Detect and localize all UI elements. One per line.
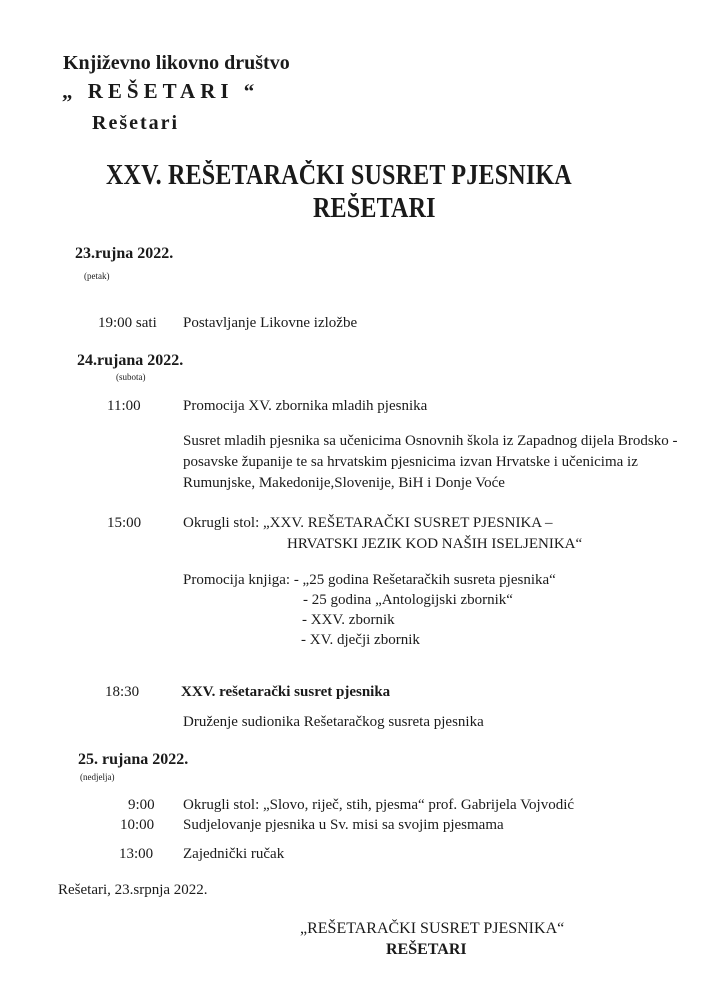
day-weekday: (subota) xyxy=(116,372,146,382)
org-place: Rešetari xyxy=(92,112,180,134)
event-time: 19:00 sati xyxy=(98,315,157,331)
event-detail: Susret mladih pjesnika sa učenicima Osnovnih škola iz Zapadnog dijela Brodsko - posavske županije te sa hrvatskim pjesnicima izvan Hrvatske i učenicima iz Rumunjske, Makedonije,Slovenije, BiH i Donje Voće xyxy=(183,433,678,491)
event-time: 18:30 xyxy=(105,684,140,700)
event-text: Okrugli stol: „XXV. REŠETARAČKI SUSRET PJESNIKA – xyxy=(183,515,553,531)
event-text: Sudjelovanje pjesnika u Sv. misi sa svojim pjesmama xyxy=(183,817,504,833)
event-text: Okrugli stol: „Slovo, riječ, stih, pjesma“ prof. Gabrijela Vojvodić xyxy=(183,797,575,813)
day-date: 25. rujana 2022. xyxy=(78,751,189,768)
event-time: 10:00 xyxy=(120,817,155,833)
place-and-date: Rešetari, 23.srpnja 2022. xyxy=(58,882,208,898)
page-title-place: REŠETARI xyxy=(313,193,436,224)
signature-place: REŠETARI xyxy=(386,941,467,958)
event-time: 9:00 xyxy=(128,797,155,813)
day-date: 23.rujna 2022. xyxy=(75,245,174,262)
book-promo-item: - 25 godina „Antologijski zbornik“ xyxy=(303,592,513,608)
event-text-continued: HRVATSKI JEZIK KOD NAŠIH ISELJENIKA“ xyxy=(287,536,583,552)
day-date: 24.rujana 2022. xyxy=(77,352,184,369)
book-promo-label: Promocija knjiga: - „25 godina Rešetaračkih susreta pjesnika“ xyxy=(183,572,556,588)
day-weekday: (petak) xyxy=(84,271,110,281)
org-name-quoted: „ REŠETARI “ xyxy=(62,79,260,103)
page-title: XXV. REŠETARAČKI SUSRET PJESNIKA xyxy=(106,160,572,191)
event-text: XXV. rešetarački susret pjesnika xyxy=(181,684,391,700)
event-text: Postavljanje Likovne izložbe xyxy=(183,315,358,331)
event-time: 13:00 xyxy=(119,846,154,862)
event-time: 11:00 xyxy=(107,398,141,414)
signature-organization: „REŠETARAČKI SUSRET PJESNIKA“ xyxy=(300,920,565,937)
event-text: Zajednički ručak xyxy=(183,846,285,862)
event-time: 15:00 xyxy=(107,515,142,531)
day-weekday: (nedjelja) xyxy=(80,772,115,782)
event-text: Promocija XV. zbornika mladih pjesnika xyxy=(183,398,428,414)
book-promo-item: - XXV. zbornik xyxy=(302,612,395,628)
event-detail: Druženje sudionika Rešetaračkog susreta pjesnika xyxy=(183,714,484,730)
book-promo-item: - XV. dječji zbornik xyxy=(301,632,420,648)
org-name: Književno likovno društvo xyxy=(63,52,290,74)
